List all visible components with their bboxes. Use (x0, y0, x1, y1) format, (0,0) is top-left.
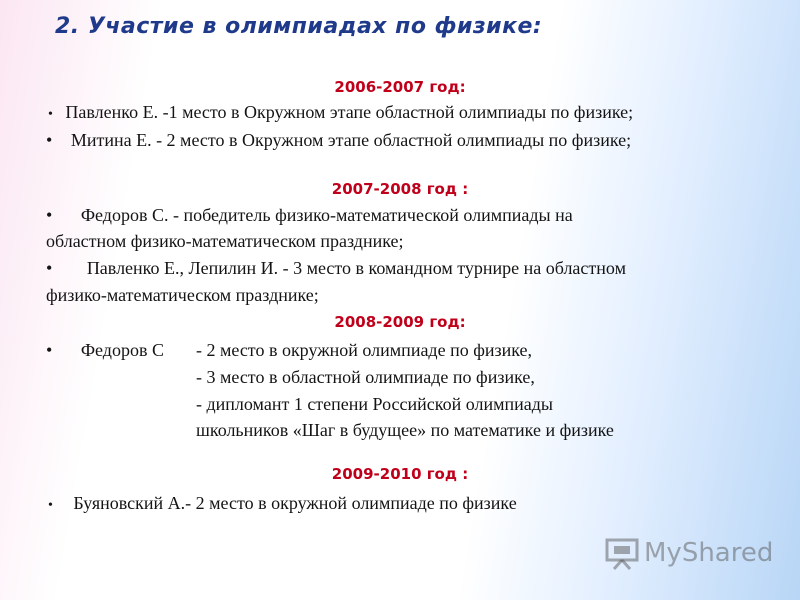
year-heading-2006-2007: 2006-2007 год: (334, 78, 466, 96)
bullet-icon: • (48, 498, 53, 513)
year-heading-2007-2008: 2007-2008 год : (331, 180, 469, 198)
list-item (46, 339, 164, 361)
watermark-logo (604, 536, 773, 570)
list-item-text: Павленко Е. -1 место в Окружном этапе областной олимпиады по физике; (65, 102, 634, 122)
list-item (46, 129, 631, 151)
bullet-icon: • (46, 205, 53, 225)
watermark-text: MyShared (644, 538, 774, 568)
list-item-detail: - 2 место в окружной олимпиаде по физике, (196, 340, 533, 360)
list-item-text: Федоров С (80, 340, 164, 360)
list-item-detail: - 3 место в областной олимпиаде по физике, (196, 367, 535, 387)
presentation-board-icon (604, 536, 640, 570)
list-item-text: Павленко Е., Лепилин И. - 3 место в командном турнире на областном (86, 258, 626, 278)
list-item-detail: - дипломант 1 степени Российской олимпиады (196, 394, 554, 414)
list-item-text: Буяновский А.- 2 место в окружной олимпиаде по физике (73, 493, 517, 513)
list-item (46, 204, 573, 226)
list-item (48, 492, 517, 517)
list-item-text: Федоров С. - победитель физико-математической олимпиады на (80, 205, 573, 225)
list-item (48, 101, 633, 126)
list-item-text: Митина Е. - 2 место в Окружном этапе областной олимпиады по физике; (70, 130, 632, 150)
list-item-detail: школьников «Шаг в будущее» по математике и физике (196, 420, 614, 440)
list-item-continuation: физико-математическом празднике; (46, 285, 319, 305)
list-item-continuation: областном физико-математическом празднике; (46, 231, 404, 251)
bullet-icon: • (46, 130, 53, 150)
bullet-icon: • (46, 258, 53, 278)
bullet-icon: • (48, 107, 53, 122)
bullet-icon: • (46, 340, 53, 360)
year-heading-2009-2010: 2009-2010 год : (331, 465, 469, 483)
list-item (46, 257, 626, 279)
slide-title: 2. Участие в олимпиадах по физике: (55, 14, 543, 39)
year-heading-2008-2009: 2008-2009 год: (334, 313, 466, 331)
